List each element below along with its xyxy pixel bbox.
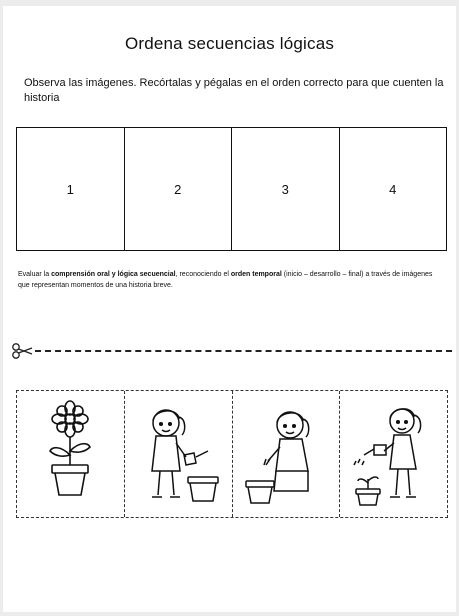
picture-cards: [16, 390, 448, 518]
box-number: 4: [389, 181, 397, 197]
girl-watering-plant-icon: [346, 399, 442, 509]
box-number: 1: [66, 181, 74, 197]
note-text: Evaluar la: [18, 271, 52, 278]
girl-planting-seed-icon: [238, 399, 334, 509]
note-bold-1: comprensión oral y lógica secuencial: [51, 271, 176, 278]
answer-boxes: [16, 127, 447, 251]
box-number: 2: [174, 181, 182, 197]
answer-box-4[interactable]: [340, 128, 447, 250]
girl-with-empty-pot-icon: [130, 399, 226, 509]
picture-card-2[interactable]: [125, 391, 233, 517]
picture-card-3[interactable]: [233, 391, 341, 517]
flower-pot-icon: [22, 399, 118, 509]
cut-line: [35, 350, 452, 352]
scissors-icon: [11, 342, 33, 360]
box-number: 3: [281, 181, 289, 197]
answer-box-3[interactable]: [232, 128, 340, 250]
worksheet: [3, 6, 456, 612]
answer-box-2[interactable]: [125, 128, 233, 250]
picture-card-1[interactable]: [17, 391, 125, 517]
answer-box-1[interactable]: [17, 128, 125, 250]
evaluation-note: [18, 269, 443, 291]
note-text: , reconociendo el: [175, 271, 231, 278]
note-bold-2: orden temporal: [230, 271, 282, 278]
instruction-text: Observa las imágenes. Recórtalas y pégalas en el orden correcto para que cuenten la historia: [24, 77, 444, 104]
note-text: (inicio – desarrollo – final) a través de imágenes que representan momentos de una historia breve.: [18, 271, 433, 289]
page-title: Ordena secuencias lógicas: [124, 34, 335, 53]
picture-card-4[interactable]: [340, 391, 447, 517]
